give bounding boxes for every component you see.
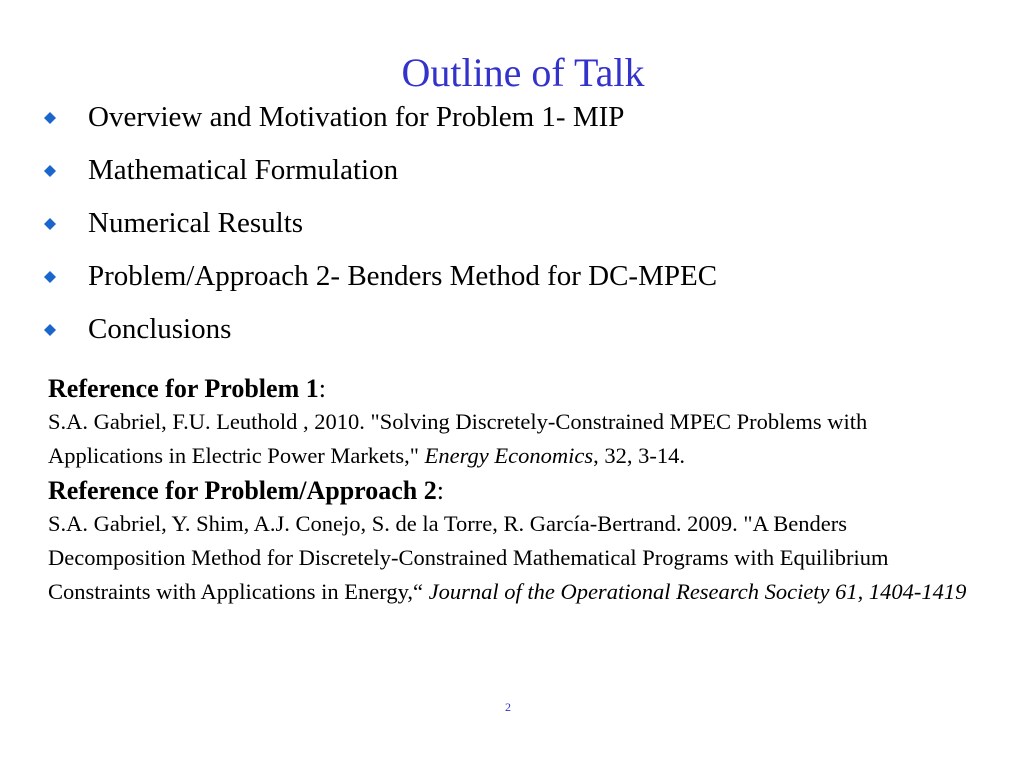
- diamond-icon: [44, 203, 58, 243]
- reference-heading-colon: :: [318, 374, 326, 403]
- diamond-icon: [44, 256, 58, 296]
- outline-item-label: Mathematical Formulation: [88, 154, 399, 186]
- citation-text: S.A. Gabriel, Y. Shim, A.J. Conejo, S. de la Torre, R. García-Bertrand. 2009. "A Benders Decomposition Method for Discretely-Constrained Mathematical Programs with Equilibrium Constraints with Applications in Energy,“: [48, 511, 889, 604]
- outline-item: [0, 97, 1000, 137]
- outline-item-label: Problem/Approach 2- Benders Method for DC-MPEC: [88, 260, 718, 292]
- citation-journal: Energy Economics: [424, 443, 594, 468]
- outline-item-label: Overview and Motivation for Problem 1- MIP: [88, 101, 625, 133]
- diamond-icon: [44, 309, 58, 349]
- reference-heading-label: Reference for Problem 1: [48, 374, 319, 403]
- outline-item: [0, 150, 1000, 190]
- outline-item: [0, 256, 1000, 296]
- reference-heading-colon: :: [436, 476, 444, 505]
- reference-heading-label: Reference for Problem/Approach 2: [48, 476, 437, 505]
- outline-item-label: Numerical Results: [88, 207, 304, 239]
- page-number: 2: [505, 700, 511, 714]
- citation-details: , 32, 3-14.: [593, 443, 685, 468]
- reference-heading: [48, 373, 983, 405]
- diamond-icon: [44, 97, 58, 137]
- diamond-icon: [44, 150, 58, 190]
- outline-item: [0, 309, 1000, 349]
- reference-citation: [48, 507, 983, 609]
- citation-text: S.A. Gabriel, F.U. Leuthold , 2010. "Solving Discretely-Constrained MPEC Problems with Applications in Electric Power Markets,": [48, 409, 868, 468]
- reference-citation: [48, 405, 983, 473]
- outline-item: [0, 203, 1000, 243]
- citation-journal: Journal of the Operational Research Society 61, 1404-1419: [428, 579, 967, 604]
- outline-item-label: Conclusions: [88, 313, 232, 345]
- reference-heading: [48, 475, 983, 507]
- slide-title: Outline of Talk: [401, 50, 645, 95]
- references-block: [48, 373, 983, 611]
